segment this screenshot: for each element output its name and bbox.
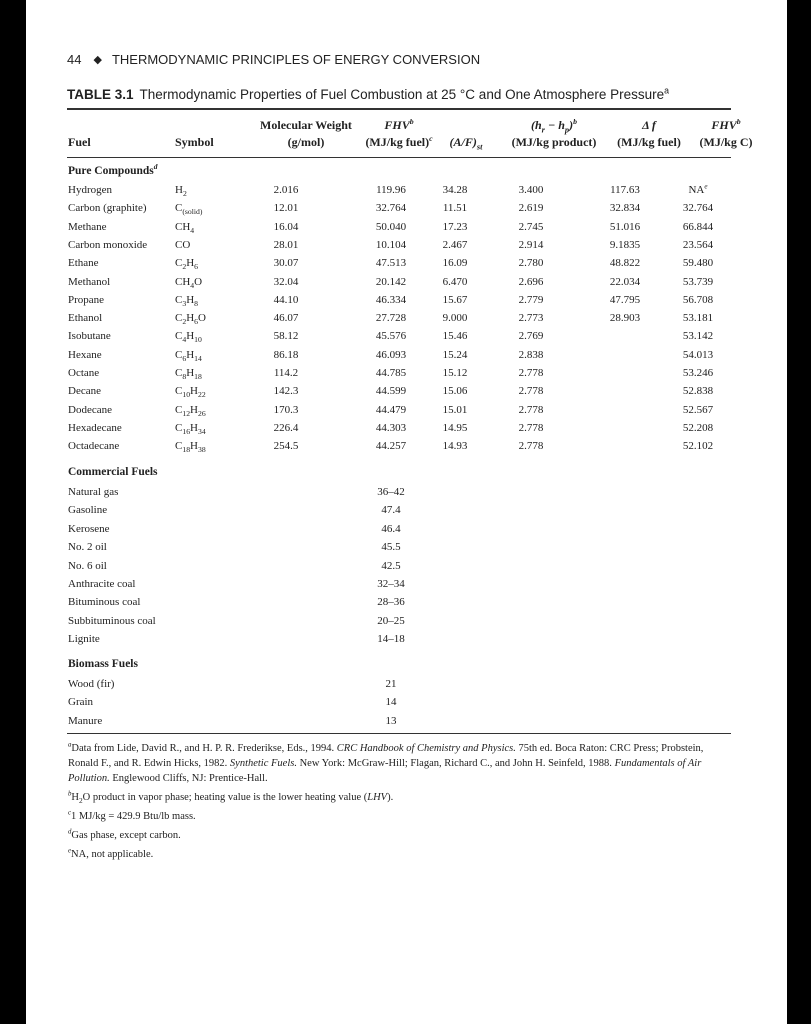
cell-molecular-weight: 58.12	[273, 330, 299, 342]
table-top-rule	[67, 108, 731, 110]
footnote-a	[68, 741, 733, 786]
cell-af: 15.46	[442, 330, 468, 342]
fhvc-value: 53.142	[682, 330, 714, 342]
cell-enthalpy-diff: 2.773	[518, 312, 544, 324]
footnotes	[68, 741, 733, 866]
fhvc-value: NA	[688, 184, 705, 196]
symbol-part: CO	[175, 239, 191, 251]
cell-fhv-per-carbon	[672, 440, 724, 453]
cell-af: 34.28	[442, 184, 468, 196]
cell-fuel: Carbon monoxide	[68, 239, 148, 251]
cell-enthalpy-diff: 2.778	[518, 367, 544, 379]
footnote-e	[68, 847, 733, 862]
cell-fuel: Wood (fir)	[68, 678, 115, 690]
symbol-part: C	[175, 422, 183, 434]
cell-molecular-weight: 114.2	[273, 367, 299, 379]
footnote-b-text-3: ).	[387, 792, 394, 803]
col-header-mw-title: Molecular Weight	[260, 118, 352, 132]
cell-symbol	[175, 422, 206, 435]
col-header-fhvc-unit: (MJ/kg C)	[699, 135, 753, 149]
footnote-b-sub: 2	[79, 796, 83, 806]
cell-molecular-weight: 170.3	[273, 404, 299, 416]
footnote-d	[68, 828, 733, 843]
cell-fhv: 42.5	[381, 560, 401, 572]
cell-af: 15.24	[442, 349, 468, 361]
cell-delta-f: 48.822	[609, 257, 641, 269]
cell-delta-f: 22.034	[609, 276, 641, 288]
footnote-b	[68, 790, 733, 805]
col-header-hh-close: )	[569, 118, 574, 132]
symbol-part: 4	[190, 281, 195, 291]
fhvc-value: 52.208	[682, 422, 714, 434]
cell-af: 17.23	[442, 221, 468, 233]
footnote-a-book-1: CRC Handbook of Chemistry and Physics.	[336, 743, 516, 754]
cell-af: 15.12	[442, 367, 468, 379]
cell-af: 9.000	[442, 312, 468, 324]
symbol-part: 8	[182, 372, 187, 382]
symbol-part: C	[175, 404, 183, 416]
cell-fuel: Hydrogen	[68, 184, 112, 196]
symbol-part: 34	[197, 427, 206, 437]
symbol-part: C	[175, 312, 183, 324]
col-header-mw	[244, 118, 368, 149]
cell-delta-f: 51.016	[609, 221, 641, 233]
cell-enthalpy-diff: 2.838	[518, 349, 544, 361]
cell-af: 15.67	[442, 294, 468, 306]
cell-fhv-per-carbon	[672, 239, 724, 252]
symbol-part: 6	[194, 262, 198, 272]
symbol-part: C	[175, 440, 183, 452]
cell-symbol	[175, 385, 206, 398]
footnote-b-mark: b	[68, 790, 72, 798]
symbol-part: H	[190, 385, 198, 397]
table-title	[67, 87, 737, 102]
cell-symbol	[175, 239, 190, 252]
cell-molecular-weight: 254.5	[273, 440, 299, 452]
col-header-df	[609, 118, 689, 149]
col-header-df-unit: (MJ/kg fuel)	[617, 135, 681, 149]
footnote-c-mark: c	[68, 809, 72, 817]
symbol-part: C	[175, 294, 183, 306]
footnote-c-text: 1 MJ/kg = 429.9 Btu/lb mass.	[71, 811, 196, 822]
cell-symbol	[175, 312, 206, 325]
footnote-a-book-3: Fundamentals of Air Pollution.	[68, 758, 702, 784]
symbol-part: H	[186, 330, 195, 342]
cell-enthalpy-diff: 2.780	[518, 257, 544, 269]
footnote-a-text-4: Englewood Cliffs, NJ: Prentice-Hall.	[109, 773, 268, 784]
symbol-part: 38	[197, 445, 206, 455]
page-number: 44	[67, 51, 82, 67]
symbol-part: C	[175, 349, 183, 361]
footnote-a-text-1: Data from Lide, David R., and H. P. R. Frederikse, Eds., 1994.	[71, 743, 337, 754]
running-title: THERMODYNAMIC PRINCIPLES OF ENERGY CONVERSION	[111, 51, 481, 67]
footnote-e-text: NA, not applicable.	[71, 849, 154, 860]
cell-fuel: Isobutane	[68, 330, 111, 342]
cell-af: 15.06	[442, 385, 468, 397]
symbol-part: 2	[182, 189, 187, 199]
fhvc-value: 56.708	[682, 294, 714, 306]
cell-fhv: 44.303	[375, 422, 407, 434]
symbol-part: 14	[194, 354, 202, 364]
cell-fhv: 44.599	[375, 385, 407, 397]
cell-molecular-weight: 226.4	[273, 422, 299, 434]
cell-fuel: Kerosene	[68, 523, 110, 535]
section-pure-note: d	[153, 162, 158, 172]
col-header-hh	[504, 118, 604, 149]
cell-af: 11.51	[442, 202, 468, 214]
symbol-part: CH	[175, 221, 191, 233]
col-header-fhvc-title: FHV	[711, 118, 737, 132]
cell-molecular-weight: 30.07	[273, 257, 299, 269]
cell-delta-f: 28.903	[609, 312, 641, 324]
document-page	[26, 0, 787, 1024]
cell-fhv: 32.764	[375, 202, 407, 214]
diamond-icon: ◆	[93, 53, 102, 66]
cell-fhv: 27.728	[375, 312, 407, 324]
running-head	[67, 50, 480, 68]
cell-fhv: 10.104	[375, 239, 407, 251]
symbol-part: H	[175, 184, 183, 196]
cell-fuel: Carbon (graphite)	[68, 202, 147, 214]
symbol-part: C	[175, 367, 183, 379]
col-header-fhvc	[691, 118, 761, 149]
cell-fhv: 36–42	[377, 486, 405, 498]
cell-symbol	[175, 367, 202, 380]
cell-fhv: 46.334	[375, 294, 407, 306]
cell-fuel: Propane	[68, 294, 105, 306]
cell-delta-f: 47.795	[609, 294, 641, 306]
cell-molecular-weight: 12.01	[273, 202, 299, 214]
symbol-part: H	[190, 422, 198, 434]
cell-fhv: 50.040	[375, 221, 407, 233]
symbol-part: 12	[182, 409, 191, 419]
fhvc-value: 53.181	[682, 312, 714, 324]
cell-symbol	[175, 404, 206, 417]
cell-symbol	[175, 440, 206, 453]
symbol-part: 2	[182, 317, 187, 327]
cell-molecular-weight: 46.07	[273, 312, 299, 324]
symbol-part: 4	[190, 226, 195, 236]
cell-fhv: 46.4	[381, 523, 401, 535]
cell-fuel: Methanol	[68, 276, 111, 288]
cell-fhv-per-carbon	[672, 330, 724, 343]
fhvc-value: 53.739	[682, 276, 714, 288]
cell-fhv: 14	[385, 696, 397, 708]
fhvc-value: 59.480	[682, 257, 714, 269]
table-header-rule	[67, 157, 731, 158]
symbol-part: 4	[182, 335, 187, 345]
symbol-part: O	[194, 276, 203, 288]
cell-fuel: Hexane	[68, 349, 102, 361]
symbol-part: H	[186, 312, 195, 324]
cell-enthalpy-diff: 2.778	[518, 404, 544, 416]
cell-delta-f: 32.834	[609, 202, 641, 214]
cell-fuel: Manure	[68, 715, 103, 727]
symbol-part: (solid)	[182, 207, 203, 217]
fhvc-value: 52.567	[682, 404, 714, 416]
col-header-hh-sub-p: p	[564, 125, 570, 135]
section-pure-label: Pure Compounds	[68, 165, 154, 177]
cell-fhv-per-carbon	[672, 257, 724, 270]
cell-symbol	[175, 202, 202, 215]
symbol-part: H	[186, 367, 195, 379]
footnote-e-mark: e	[68, 847, 72, 855]
symbol-part: H	[186, 294, 195, 306]
cell-delta-f: 117.63	[610, 184, 640, 196]
cell-fuel: No. 2 oil	[68, 541, 107, 553]
cell-fuel: Natural gas	[68, 486, 119, 498]
cell-fuel: Octane	[68, 367, 100, 379]
cell-af: 14.95	[442, 422, 468, 434]
cell-fhv-per-carbon	[672, 221, 724, 234]
fhvc-value: 66.844	[682, 221, 714, 233]
col-header-hh-mid: − h	[544, 118, 565, 132]
cell-enthalpy-diff: 2.769	[518, 330, 544, 342]
cell-af: 2.467	[442, 239, 468, 251]
cell-af: 6.470	[442, 276, 468, 288]
symbol-part: 10	[182, 390, 191, 400]
fhvc-note: e	[704, 182, 708, 191]
cell-af: 14.93	[442, 440, 468, 452]
cell-symbol	[175, 349, 202, 362]
col-header-df-title: Δ f	[642, 118, 656, 132]
cell-fhv-per-carbon	[672, 422, 724, 435]
fhvc-value: 52.838	[682, 385, 714, 397]
cell-fuel: Lignite	[68, 633, 100, 645]
col-header-fhv-note: b	[409, 117, 414, 126]
cell-molecular-weight: 16.04	[273, 221, 299, 233]
symbol-part: C	[175, 202, 183, 214]
cell-fhv: 44.257	[375, 440, 407, 452]
cell-fuel: Gasoline	[68, 504, 108, 516]
footnote-c	[68, 809, 733, 824]
cell-fhv-per-carbon	[672, 276, 724, 289]
col-header-symbol: Symbol	[175, 135, 214, 149]
cell-fhv: 20–25	[377, 615, 405, 627]
cell-enthalpy-diff: 2.914	[518, 239, 544, 251]
symbol-part: H	[190, 404, 198, 416]
cell-fuel: Ethanol	[68, 312, 103, 324]
col-header-fhvc-note: b	[736, 117, 741, 126]
cell-symbol	[175, 276, 202, 289]
cell-fhv: 45.5	[381, 541, 401, 553]
cell-enthalpy-diff: 3.400	[518, 184, 544, 196]
col-header-fuel: Fuel	[68, 135, 91, 149]
footnote-b-text-2: O product in vapor phase; heating value is the lower heating value (	[82, 792, 368, 803]
symbol-part: 8	[194, 299, 198, 309]
cell-symbol	[175, 330, 202, 343]
symbol-part: 22	[197, 390, 206, 400]
cell-fhv-per-carbon	[672, 367, 724, 380]
cell-fuel: Anthracite coal	[68, 578, 136, 590]
cell-fuel: Bituminous coal	[68, 596, 141, 608]
cell-fuel: Methane	[68, 221, 107, 233]
cell-fuel: Ethane	[68, 257, 99, 269]
section-commercial-fuels: Commercial Fuels	[68, 466, 158, 478]
cell-fhv: 21	[385, 678, 397, 690]
cell-symbol	[175, 184, 187, 197]
cell-fuel: No. 6 oil	[68, 560, 107, 572]
cell-fhv: 28–36	[377, 596, 405, 608]
footnote-a-mark: a	[68, 741, 72, 749]
cell-molecular-weight: 142.3	[273, 385, 299, 397]
cell-fhv-per-carbon	[672, 184, 724, 197]
symbol-part: CH	[175, 276, 191, 288]
col-header-fhv-title: FHV	[384, 118, 410, 132]
symbol-part: O	[197, 312, 206, 324]
cell-fuel: Octadecane	[68, 440, 120, 452]
section-biomass-fuels: Biomass Fuels	[68, 658, 138, 670]
cell-fhv-per-carbon	[672, 385, 724, 398]
col-header-mw-unit: (g/mol)	[287, 135, 325, 149]
fhvc-value: 23.564	[682, 239, 714, 251]
cell-delta-f: 9.1835	[609, 239, 641, 251]
footnote-a-text-2: 75th ed. Boca Raton: CRC Press; Probstein, Ronald F., and R. Edwin Hicks, 1982.	[68, 743, 704, 769]
fhvc-value: 54.013	[682, 349, 714, 361]
cell-molecular-weight: 2.016	[273, 184, 299, 196]
cell-fhv: 44.479	[375, 404, 407, 416]
cell-af: 15.01	[442, 404, 468, 416]
footnote-b-lhv: LHV	[367, 792, 388, 803]
col-header-hh-note: b	[573, 117, 577, 126]
symbol-part: 10	[194, 335, 202, 345]
symbol-part: H	[190, 440, 198, 452]
cell-fhv: 119.96	[376, 184, 406, 196]
cell-symbol	[175, 294, 198, 307]
cell-fhv: 44.785	[375, 367, 407, 379]
footnote-d-mark: d	[68, 828, 72, 836]
cell-enthalpy-diff: 2.778	[518, 440, 544, 452]
cell-fhv-per-carbon	[672, 349, 724, 362]
col-header-fhv-unit-note: c	[429, 134, 433, 143]
cell-molecular-weight: 86.18	[273, 349, 299, 361]
cell-molecular-weight: 44.10	[273, 294, 299, 306]
symbol-part: 6	[194, 317, 198, 327]
symbol-part: C	[175, 330, 183, 342]
col-header-af-title: (A/F)	[449, 135, 477, 149]
symbol-part: H	[186, 257, 195, 269]
fhvc-value: 53.246	[682, 367, 714, 379]
section-pure-compounds	[68, 162, 158, 178]
footnote-d-text: Gas phase, except carbon.	[71, 830, 181, 841]
cell-symbol	[175, 257, 198, 270]
table-bottom-rule	[67, 733, 731, 734]
cell-fhv-per-carbon	[672, 294, 724, 307]
symbol-part: C	[175, 385, 183, 397]
symbol-part: 16	[182, 427, 191, 437]
fhvc-value: 32.764	[682, 202, 714, 214]
footnote-b-text-1: H	[71, 792, 79, 803]
cell-fhv: 20.142	[375, 276, 407, 288]
cell-fhv-per-carbon	[672, 404, 724, 417]
cell-fhv: 47.513	[375, 257, 407, 269]
symbol-part: 6	[182, 354, 187, 364]
cell-symbol	[175, 221, 194, 234]
cell-fuel: Dodecane	[68, 404, 112, 416]
col-header-fhv-unit: (MJ/kg fuel)	[365, 135, 430, 149]
footnote-a-book-2: Synthetic Fuels.	[229, 758, 297, 769]
cell-enthalpy-diff: 2.778	[518, 422, 544, 434]
symbol-part: 26	[197, 409, 206, 419]
cell-fuel: Subbituminous coal	[68, 615, 156, 627]
cell-fhv: 45.576	[375, 330, 407, 342]
symbol-part: 3	[182, 299, 187, 309]
table-caption: Thermodynamic Properties of Fuel Combustion at 25 °C and One Atmosphere Pressure	[139, 87, 665, 102]
fhvc-value: 52.102	[682, 440, 714, 452]
symbol-part: H	[186, 349, 195, 361]
cell-fhv: 32–34	[377, 578, 405, 590]
col-header-af-sub: st	[476, 142, 483, 152]
cell-enthalpy-diff: 2.778	[518, 385, 544, 397]
cell-fhv-per-carbon	[672, 202, 724, 215]
col-header-hh-unit: (MJ/kg product)	[511, 135, 597, 149]
cell-fhv: 14–18	[377, 633, 405, 645]
cell-fhv: 47.4	[381, 504, 401, 516]
table-label: TABLE 3.1	[67, 87, 134, 102]
col-header-hh-sub-r: r	[541, 125, 545, 135]
cell-fhv: 46.093	[375, 349, 407, 361]
cell-fuel: Hexadecane	[68, 422, 122, 434]
symbol-part: 18	[182, 445, 191, 455]
cell-fuel: Grain	[68, 696, 94, 708]
cell-enthalpy-diff: 2.619	[518, 202, 544, 214]
cell-fuel: Decane	[68, 385, 101, 397]
cell-enthalpy-diff: 2.779	[518, 294, 544, 306]
cell-af: 16.09	[442, 257, 468, 269]
cell-fhv: 13	[385, 715, 397, 727]
cell-enthalpy-diff: 2.745	[518, 221, 544, 233]
cell-fhv-per-carbon	[672, 312, 724, 325]
footnote-a-text-3: New York: McGraw-Hill; Flagan, Richard C., and John H. Seinfeld, 1988.	[296, 758, 615, 769]
symbol-part: C	[175, 257, 183, 269]
symbol-part: 18	[194, 372, 202, 382]
col-header-hh-open: (h	[531, 118, 542, 132]
symbol-part: 2	[182, 262, 187, 272]
cell-molecular-weight: 32.04	[273, 276, 299, 288]
table-title-note: a	[664, 85, 670, 96]
col-header-af	[430, 135, 502, 152]
cell-enthalpy-diff: 2.696	[518, 276, 544, 288]
cell-molecular-weight: 28.01	[273, 239, 299, 251]
